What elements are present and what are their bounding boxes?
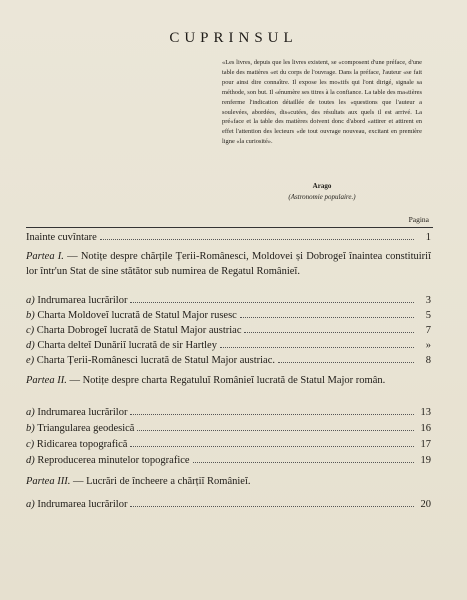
entry-letter: d): [26, 455, 35, 466]
dot-leader: [100, 232, 414, 240]
entry-letter: b): [26, 423, 35, 434]
toc-entry-page: 7: [425, 325, 431, 336]
toc-entry-label: Charta Țerii-Românesci lucrată de Statul Major austriac.: [36, 355, 276, 366]
dot-leader: [220, 340, 414, 348]
header-rule: [26, 227, 433, 228]
toc-entry-page: 1: [425, 232, 431, 243]
page-title: CUPRINSUL: [169, 30, 298, 46]
toc-entry[interactable]: [26, 310, 431, 321]
toc-entry-page: 16: [420, 423, 431, 434]
part-description: — Lucrări de încheere a chărțiĭ Românieĭ.: [70, 476, 251, 487]
entry-letter: a): [26, 407, 35, 418]
dot-leader: [130, 295, 414, 303]
part-description: — Notițe despre charta Regatuluĭ Românieĭ lucrată de Statul Major român.: [66, 375, 386, 386]
toc-entry-page: 17: [420, 439, 431, 450]
toc-entry-label: Triangularea geodesică: [37, 423, 135, 434]
toc-entry-label: Inainte cuvîntare: [26, 232, 97, 243]
toc-entry-label: Charta Moldoveĭ lucrată de Statul Major rusesc: [37, 310, 237, 321]
toc-entry[interactable]: [26, 325, 431, 336]
dot-leader: [240, 310, 414, 318]
part-description: — Notițe despre chărțile Țerii-Românesci, Moldovei și Dobrogeĭ înaintea constituiriĭ lor într'un Stat de sine stătător sub numirea de Regatul Românieĭ.: [26, 251, 431, 277]
entry-letter: c): [26, 325, 35, 336]
toc-entry-page: 8: [425, 355, 431, 366]
toc-entry[interactable]: [26, 499, 431, 510]
dot-leader: [130, 499, 414, 507]
toc-entry-page: 20: [420, 499, 431, 510]
toc-entry[interactable]: [26, 407, 431, 418]
toc-entry[interactable]: [26, 455, 431, 466]
toc-entry-page: »: [425, 340, 431, 351]
toc-part-3-heading: [26, 475, 431, 490]
epigraph-author: Arago: [312, 182, 332, 190]
toc-entry[interactable]: [26, 340, 431, 351]
dot-leader: [130, 439, 414, 447]
toc-entry[interactable]: [26, 295, 431, 306]
toc-entry-page: 3: [425, 295, 431, 306]
dot-leader: [278, 355, 414, 363]
toc-entry-label: Reproducerea minutelor topografice: [37, 455, 190, 466]
toc-entry[interactable]: [26, 355, 431, 366]
epigraph-source: (Astronomie populaire.): [288, 193, 356, 201]
toc-entry-label: Indrumarea lucrărilor: [37, 499, 128, 510]
part-prefix: Partea I.: [26, 251, 64, 262]
toc-entry-label: Charta Dobrogeĭ lucrată de Statul Major austriac: [36, 325, 242, 336]
entry-letter: d): [26, 340, 35, 351]
toc-entry-label: Indrumarea lucrărilor: [37, 407, 128, 418]
toc-entry-intro[interactable]: [26, 232, 431, 243]
toc-entry[interactable]: [26, 439, 431, 450]
page-column-header: Pagina: [408, 215, 429, 224]
dot-leader: [193, 455, 414, 463]
toc-entry[interactable]: [26, 423, 431, 434]
entry-letter: a): [26, 295, 35, 306]
epigraph-quote: «Les livres, depuis que les livres existent, se «composent d'une préface, d'une table des matières «et du corps de l'ouvrage. Dans la préface, l'auteur «se fait pour ainsi dire connaître. Il expose les mo«tifs qui l'ont dirigé, signale sa méthode, son but. Il «énumère ses titres à la confiance. La table des ma«tières renferme l'indication détaillée de toutes les «questions que l'auteur a soulevées, abordées, dis«cutées, des résultats aux quels il est arrivé. La pré«face et la table des matières doivent donc d'abord «attirer et attirent en effet l'attention des lecteurs «de tout ouvrage nouveau, excitant en première ligne «la curiosité».: [222, 59, 422, 146]
toc-entry-label: Charta delteĭ Dunăriĭ lucrată de sir Hartley: [37, 340, 217, 351]
dot-leader: [137, 423, 414, 431]
entry-letter: a): [26, 499, 35, 510]
toc-entry-page: 5: [425, 310, 431, 321]
dot-leader: [244, 325, 414, 333]
entry-letter: c): [26, 439, 35, 450]
toc-entry-label: Ridicarea topografică: [36, 439, 128, 450]
toc-part-1-heading: [26, 250, 431, 279]
toc-entry-page: 13: [420, 407, 431, 418]
entry-letter: e): [26, 355, 35, 366]
toc-entry-label: Indrumarea lucrărilor: [37, 295, 128, 306]
toc-entry-page: 19: [420, 455, 431, 466]
part-prefix: Partea II.: [26, 375, 67, 386]
entry-letter: b): [26, 310, 35, 321]
toc-part-2-heading: [26, 374, 431, 389]
part-prefix: Partea III.: [26, 476, 71, 487]
dot-leader: [130, 407, 414, 415]
